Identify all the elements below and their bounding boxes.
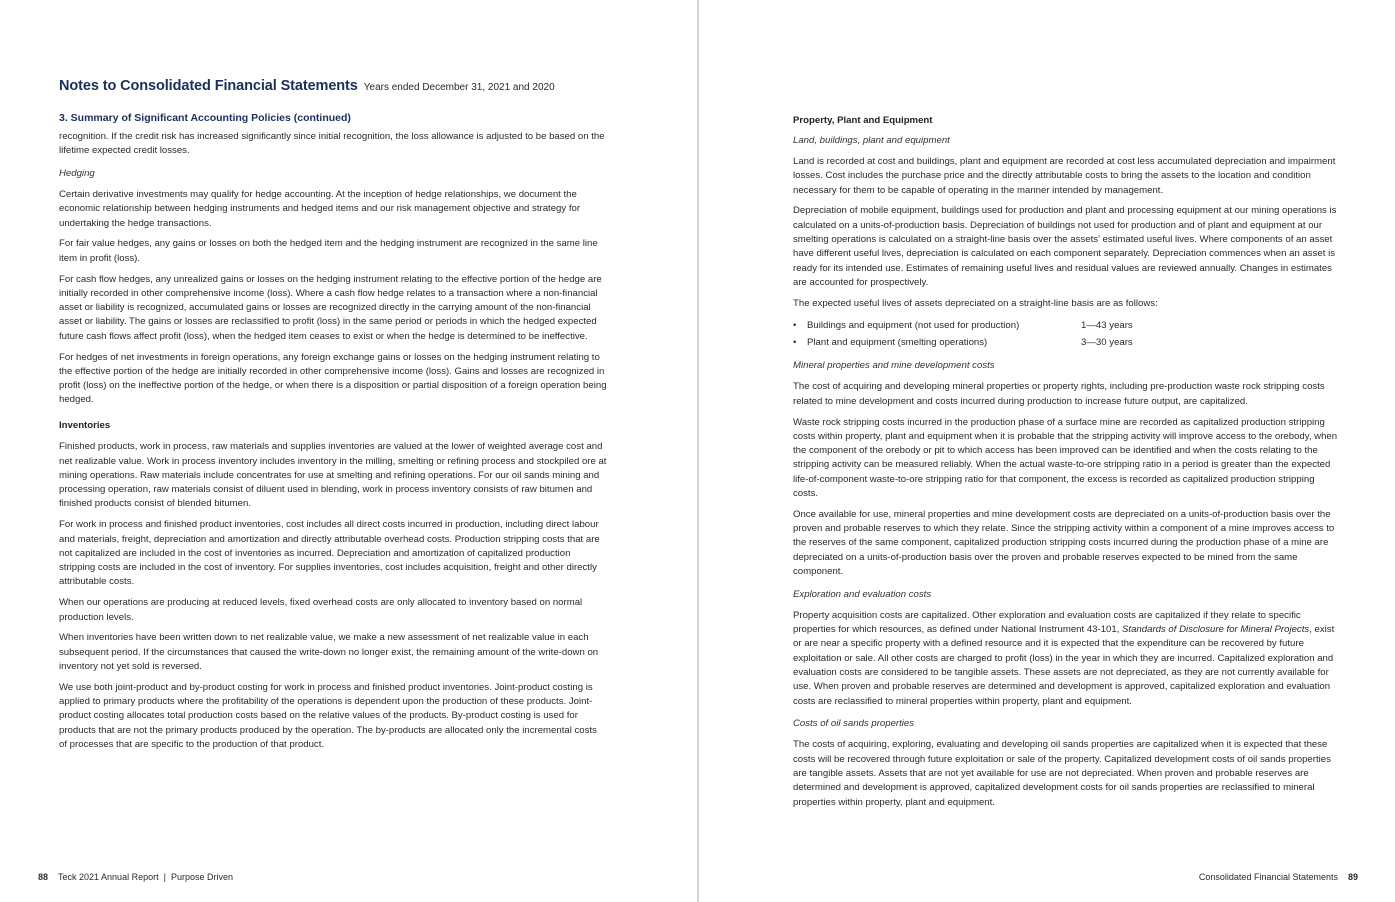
asset-class: Plant and equipment (smelting operations): [807, 337, 988, 349]
mineral-paragraph: The cost of acquiring and developing mineral properties or property rights, including pre-production waste rock stripping costs related to mine development and costs incurred during production to increase future output, are capitalized.: [793, 381, 1325, 407]
oil-sands-heading: Costs of oil sands properties: [793, 718, 915, 730]
exploration-text: , exist or are near a specific property with a defined resource and it is expected that the expenditure can be recovered by future exploitation or sale. All other costs are charged to profit (loss) in the year in which they are incurred. Capitalized exploration and evaluation costs are considered to be tangible assets. These assets are not depreciated, as they are not currently available for use. When proven and probable reserves are determined and development is approved, capitalized exploration and evaluation costs are reclassified to mineral properties within property, plant and equipment.: [793, 624, 1335, 707]
report-theme: Purpose Driven: [170, 872, 233, 882]
oil-sands-paragraph: The costs of acquiring, exploring, evaluating and developing oil sands properties are capitalized when it is expected that these costs will be recovered through future exploitation or sale of the property. Capitalized development costs of oil sands properties are tangible assets. Assets that are not yet available for use are not depreciated. When proven and probable reserves are determined and development is approved, capitalized development costs for oil sands properties are reclassified to mineral properties within property, plant and equipment.: [793, 739, 1331, 808]
land-paragraph: Depreciation of mobile equipment, buildings used for production and plant and processing equipment at our mining operations is calculated on a units-of-production basis. Depreciation of buildings not used for production and of plant and equipment at our smelting operations is calculated on a straight-line basis over the assets’ estimated useful lives. Where components of an asset have different useful lives, depreciation is calculated on each component separately. Depreciation commences when an asset is ready for its intended use. Estimates of remaining useful lives and residual values are reviewed annually. Changes in estimates are accounted for prospectively.: [793, 205, 1337, 288]
exploration-text: Property acquisition costs are capitalized. Other exploration and evaluation costs are capitalized if they relate to specific properties for which resources, as defined under National Instrument 43-101,: [793, 609, 1301, 636]
report-title-text: Notes to Consolidated Financial Statements: [59, 78, 358, 94]
inventories-paragraph: We use both joint-product and by-product costing for work in process and finished product inventories. Joint-product costing is applied to primary products where the profitability of the operations is dependent upon the production of these products. Joint-product costing allocates total production costs based on the relative values of the products. By-product costing is used for products that are not the primary products produced by the operation. The by-products are allocated only the incremental costs of processes that are specific to the production of that product.: [59, 681, 597, 750]
right-column: [793, 115, 1342, 816]
hedging-paragraph: Certain derivative investments may qualify for hedge accounting. At the inception of hedge relationships, we document the economic relationship between hedging instruments and hedged items and our risk management objective and strategy for undertaking the hedge transactions.: [59, 189, 581, 229]
left-footer: [38, 872, 233, 882]
hedging-paragraph: For fair value hedges, any gains or losses on both the hedged item and the hedging instrument are recognized in the same line item in profit (loss).: [59, 238, 598, 264]
bullet-icon: •: [793, 337, 797, 349]
right-footer: [1199, 872, 1358, 882]
footer-separator: |: [163, 872, 166, 882]
inventories-paragraph: When inventories have been written down to net realizable value, we make a new assessment of net realizable value in each subsequent period. If the circumstances that caused the write-down no longer exist, the remaining amount of the write-down on inventory not yet sold is reversed.: [59, 632, 599, 672]
report-title: [59, 78, 607, 94]
land-paragraph: The expected useful lives of assets depreciated on a straight-line basis are as follows:: [793, 297, 1158, 309]
section-heading: 3. Summary of Significant Accounting Policies (continued): [59, 112, 351, 124]
inventories-paragraph: When our operations are producing at reduced levels, fixed overhead costs are only allocated to inventory based on normal production levels.: [59, 597, 583, 623]
ppe-heading: Property, Plant and Equipment: [793, 115, 933, 126]
section-label: Consolidated Financial Statements: [1198, 872, 1338, 882]
intro-paragraph: recognition. If the credit risk has increased significantly since initial recognition, the loss allowance is adjusted to be based on the lifetime expected credit losses.: [59, 131, 605, 157]
bullet-icon: •: [793, 320, 797, 332]
asset-class: Buildings and equipment (not used for production): [807, 320, 1020, 332]
useful-life: 1—43 years: [1081, 320, 1133, 332]
page-number: 89: [1347, 872, 1358, 882]
report-name: Teck 2021 Annual Report: [58, 872, 159, 882]
inventories-paragraph: Finished products, work in process, raw materials and supplies inventories are valued at the lower of weighted average cost and net realizable value. Work in process inventory includes inventory in the milling, smelting or refining process and stockpiled ore at mining operations. Raw materials include concentrates for use at smelting and refining operations. For our oil sands mining and processing operation, raw materials consist of diluent used in blending, work in process inventory consists of raw bitumen and finished products consist of blended bitumen.: [59, 441, 607, 510]
inventories-paragraph: For work in process and finished product inventories, cost includes all direct costs incurred in production, including direct labour and materials, freight, depreciation and amortization and directly attributable overhead costs. Production stripping costs that are not capitalized are included in the cost of inventories as incurred. Depreciation and amortization of capitalized production stripping costs are included in the cost of inventory. For supplies inventories, cost includes acquisition, freight and other directly attributable costs.: [59, 519, 600, 588]
hedging-paragraph: For hedges of net investments in foreign operations, any foreign exchange gains or losses on the hedging instrument relating to the effective portion of the hedge are initially recorded in other comprehensive income (loss). Gains and losses are recognized in profit (loss) on the ineffective portion of the hedge, or when there is a disposition or partial disposition of a foreign operation being hedged.: [59, 351, 607, 406]
left-page: [0, 0, 697, 902]
report-period: Years ended December 31, 2021 and 2020: [363, 82, 555, 93]
land-heading: Land, buildings, plant and equipment: [793, 135, 950, 146]
inventories-heading: Inventories: [59, 420, 111, 432]
land-paragraph: Land is recorded at cost and buildings, plant and equipment are recorded at cost less accumulated depreciation and impairment losses. Cost includes the purchase price and the directly attributable costs to bring the assets to the location and condition necessary for them to be capable of operating in the manner intended by management.: [793, 156, 1336, 196]
list-item: [793, 317, 1342, 334]
hedging-paragraph: For cash flow hedges, any unrealized gains or losses on the hedging instrument relating to the effective portion of the hedge are initially recorded in other comprehensive income (loss). Where a cash flow hedge relates to a transaction where a non-financial asset or liability is recognized, accumulated gains or losses are recognized directly in the carrying amount of the non-financial asset or liability. The gains or losses are reclassified to profit (loss) in the same period or periods in which the hedged expected future cash flows affect profit (loss), when the hedged item ceases to exist or when the hedge is determined to be ineffective.: [59, 273, 602, 342]
mineral-heading: Mineral properties and mine development costs: [793, 360, 995, 372]
exploration-paragraph: [793, 609, 1342, 709]
mineral-paragraph: Once available for use, mineral properties and mine development costs are depreciated on a units-of-production basis over the proven and probable reserves to which they relate. Since the stripping activity within a component of a mine improves access to the reserves of the same component, capitalized production stripping costs incurred during the production phase of a mine are depreciated on a units-of-production basis over the proven and probable reserves expected to be mined from the same component.: [793, 508, 1335, 578]
left-column: [59, 78, 607, 759]
useful-lives-list: [793, 317, 1342, 351]
mineral-paragraph: Waste rock stripping costs incurred in the production phase of a surface mine are recorded as capitalized production stripping costs within property, plant and equipment when it is probable that the stripping activity will improve access to the orebody, when the component of the orebody or pit to which access has been improved can be identified and when the costs relating to the stripping activity can be measured reliably. When the actual waste-to-ore stripping ratio in a period is greater than the expected life-of-component waste-to-ore stripping ratio for that component, the excess is recorded as capitalized production stripping costs.: [793, 416, 1338, 500]
list-item: [793, 334, 1342, 351]
exploration-heading: Exploration and evaluation costs: [793, 588, 932, 600]
standard-title: Standards of Disclosure for Mineral Projects: [1122, 624, 1310, 636]
right-page: [699, 0, 1395, 902]
hedging-heading: Hedging: [59, 168, 95, 180]
useful-life: 3—30 years: [1081, 337, 1133, 349]
page-number: 88: [38, 872, 49, 882]
